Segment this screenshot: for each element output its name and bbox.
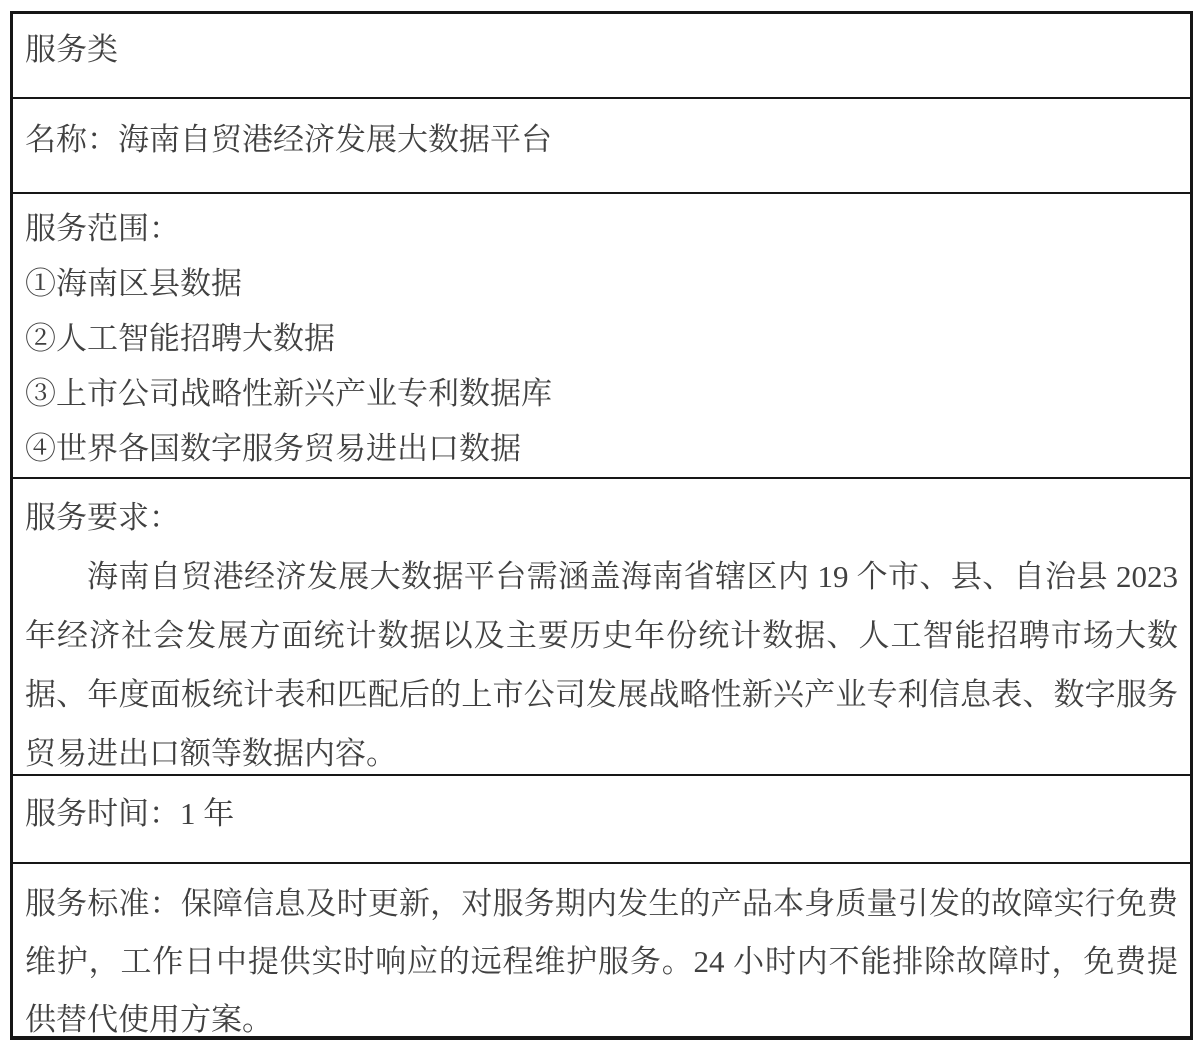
- service-scope-item-2: ②人工智能招聘大数据: [25, 321, 335, 356]
- service-scope-item-1: ①海南区县数据: [25, 266, 242, 301]
- service-standard-text: 服务标准：保障信息及时更新，对服务期内发生的产品本身质量引发的故障实行免费维护，工作日中提供实时响应的远程维护服务。24 小时内不能排除故障时，免费提供替代使用方案。: [25, 886, 1178, 1036]
- service-scope-title: 服务范围：: [25, 211, 180, 246]
- service-scope-item-4: ④世界各国数字服务贸易进出口数据: [25, 431, 521, 466]
- service-requirements-body: 海南自贸港经济发展大数据平台需涵盖海南省辖区内 19 个市、县、自治县 2023 年经济社会发展方面统计数据以及主要历史年份统计数据、人工智能招聘市场大数据、年度面板统计表和匹配后的上市公司发展战略性新兴产业专利信息表、数字服务贸易进出口额等数据内容。: [25, 559, 1178, 771]
- row-service-duration: [13, 776, 1190, 864]
- service-spec-table: [10, 11, 1193, 1040]
- row-service-requirements: [13, 479, 1190, 776]
- service-scope-item-3: ③上市公司战略性新兴产业专利数据库: [25, 376, 552, 411]
- service-category-text: 服务类: [25, 32, 118, 67]
- service-name-text: 名称：海南自贸港经济发展大数据平台: [25, 122, 552, 157]
- service-duration-text: 服务时间：1 年: [25, 796, 235, 831]
- row-service-category: [13, 14, 1190, 99]
- row-service-name: [13, 99, 1190, 194]
- row-service-standard: [13, 864, 1190, 1036]
- row-service-scope: [13, 194, 1190, 479]
- service-requirements-title: 服务要求：: [25, 500, 180, 535]
